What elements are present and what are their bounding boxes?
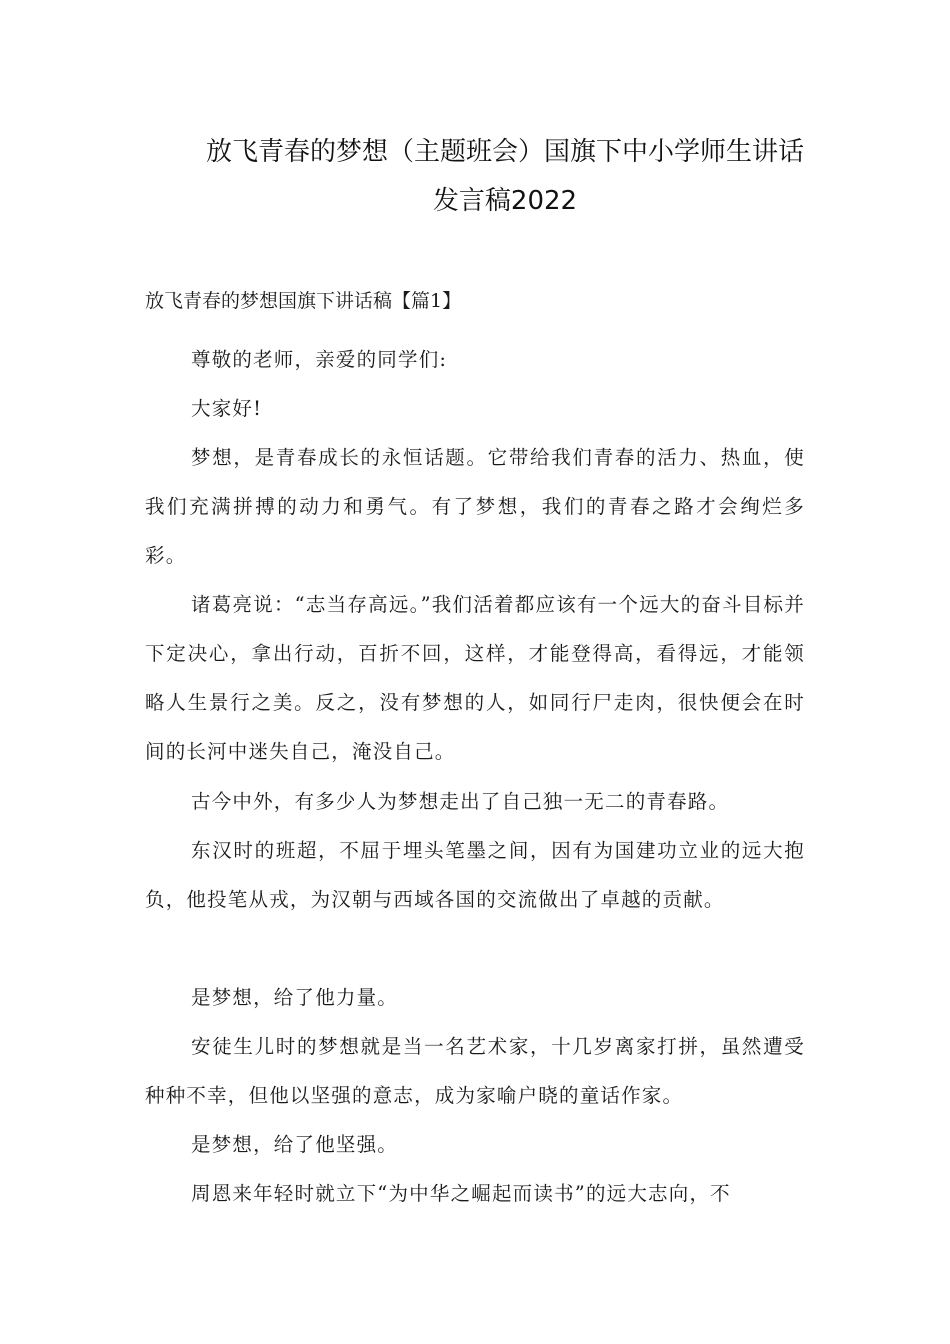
- body-paragraph: 安徒生儿时的梦想就是当一名艺术家，十几岁离家打拼，虽然遭受种种不幸，但他以坚强的意志，成为家喻户晓的童话作家。: [145, 1035, 805, 1107]
- body-paragraph: 诸葛亮说：“志当存高远。”我们活着都应该有一个远大的奋斗目标并下定决心，拿出行动，百折不回，这样，才能登得高，看得远，才能领略人生景行之美。反之，没有梦想的人，如同行尸走肉，很快便会在时间的长河中迷失自己，淹没自己。: [145, 593, 805, 763]
- document-title-line-2: 发言稿2022: [432, 186, 578, 216]
- body-paragraph: 周恩来年轻时就立下“为中华之崛起而读书”的远大志向，不: [191, 1182, 731, 1205]
- body-paragraph: 是梦想，给了他力量。: [191, 986, 399, 1009]
- body-paragraph: 古今中外，有多少人为梦想走出了自己独一无二的青春路。: [191, 790, 730, 813]
- salutation-paragraph: 尊敬的老师，亲爱的同学们:: [191, 348, 448, 371]
- body-paragraph: 东汉时的班超，不屈于埋头笔墨之间，因有为国建功立业的远大抱负，他投笔从戎，为汉朝与西域各国的交流做出了卓越的贡献。: [145, 839, 805, 911]
- document-title-line-1: 放飞青春的梦想（主题班会）国旗下中小学师生讲话: [205, 137, 804, 167]
- greeting-paragraph: 大家好!: [191, 397, 263, 420]
- body-paragraph: 是梦想，给了他坚强。: [191, 1133, 399, 1156]
- body-paragraph: 梦想，是青春成长的永恒话题。它带给我们青春的活力、热血，使我们充满拼搏的动力和勇气。有了梦想，我们的青春之路才会绚烂多彩。: [145, 446, 805, 567]
- section-heading: 放飞青春的梦想国旗下讲话稿【篇1】: [145, 290, 462, 312]
